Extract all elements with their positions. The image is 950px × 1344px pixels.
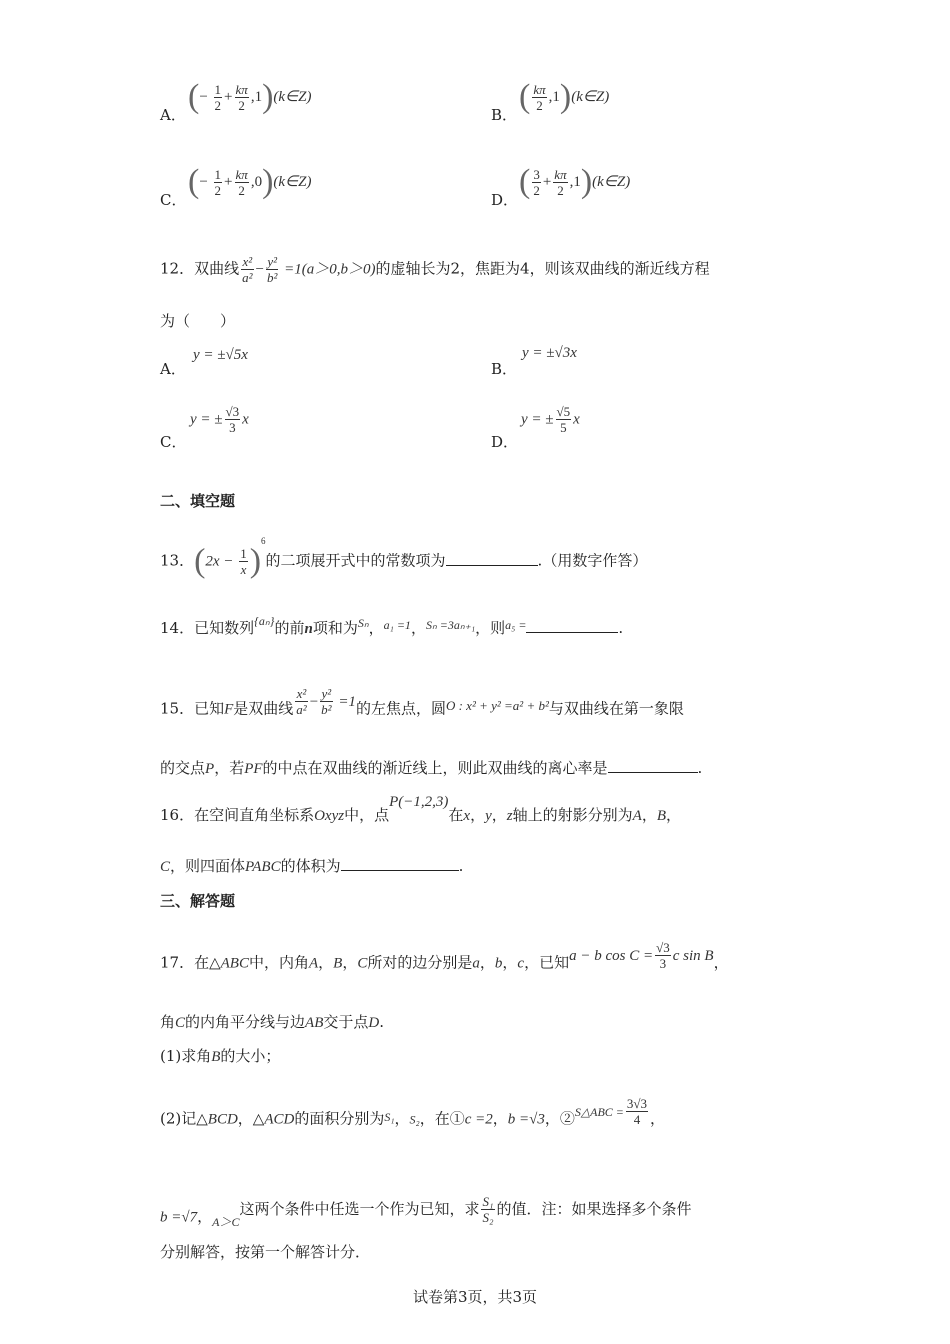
q17-line2: 角C的内角平分线与边AB交于点D. <box>160 1013 385 1031</box>
q13: 13．(2x − $\frac{1}{x}$ )$^6$的二项展开式中的常数项为 .（用数字作答） <box>160 535 648 580</box>
q14: 14．已知数列$^{\{a_n\}}$的前n项和为$^{S_n}$，$^{a_1 =1}$，$^{S_n =3a_{n+1}}$，则$^{a_5 =}$ . <box>160 614 624 637</box>
q17-part1: (1)求角B的大小； <box>160 1047 281 1065</box>
q17-line5: 分别解答，按第一个解答计分． <box>160 1243 371 1261</box>
q12-option-d-expr: y = ± $\frac{√5}{5}$ x <box>521 404 580 435</box>
q12-stem: 12．双曲线 $\frac{\text{x²}}{\text{a²}}$ − $\frac{\text{y²}}{\text{b²}}$ =1(a＞0,b＞0)的虚轴长为2，焦距为4，则该双曲线的渐近线方程 <box>160 254 710 285</box>
q12-option-c-label: C． <box>160 433 187 451</box>
q17-part2: (2)记△BCD，△ACD的面积分别为$^{S_1}$，S₂，在①c =2，b =√3，②$^{S\triangle ABC =}$ $\frac{3√3}{4}$ ， <box>160 1096 666 1128</box>
q11-option-b-label: B． <box>491 106 518 124</box>
q15-line1: 15．已知F是双曲线 $\frac{\text{x²}}{\text{a²}}$ − $\frac{\text{y²}}{\text{b²}}$ =1的左焦点，圆O : x² + y² =a² + b²与双曲线在第一象限 <box>160 686 684 718</box>
q11-option-b-expr: ( $\frac{k\pi}{2}$ ,1)(k∈Z) <box>519 78 610 115</box>
q15-line2: 的交点P，若PF的中点在双曲线的渐近线上，则此双曲线的离心率是 . <box>160 759 703 777</box>
q12-stem-end: 为（ ） <box>160 312 236 330</box>
q11-option-c-label: C． <box>160 191 187 209</box>
q11-option-c-expr: (− $\frac{1}{2}$ + $\frac{k\pi}{2}$ ,0)(k∈Z) <box>188 163 312 200</box>
q11-option-d-expr: ( $\frac{3}{2}$ + $\frac{k\pi}{2}$ ,1)(k∈Z) <box>519 163 631 200</box>
page-footer: 试卷第3页，共3页 <box>412 1288 538 1306</box>
q12-option-d-label: D． <box>491 433 519 451</box>
q11-option-a-expr: (− $\frac{1}{2}$ + $\frac{k\pi}{2}$ ,1)(k∈Z) <box>188 78 312 115</box>
q12-option-a-label: A． <box>160 360 186 378</box>
q17-line1: 17．在△ABC中，内角A，B，C所对的边分别是a，b，c，已知a − b cos C = $\frac{√3}{3}$ c sin B， <box>160 940 729 972</box>
q16-line1: 16．在空间直角坐标系Oxyz中，点P(−1,2,3)在x，y，z轴上的射影分别为A，B， <box>160 794 682 824</box>
q16-line2: C，则四面体PABC的体积为 . <box>160 857 464 875</box>
q12-option-b-label: B． <box>491 360 518 378</box>
q12-option-b-expr: y = ±√3x <box>522 345 577 361</box>
q17-line4: b =√7，$_{A>C}$这两个条件中任选一个作为已知，求 $\frac{\text{S₁}}{\text{S₂}}$ 的值．注：如果选择多个条件 <box>160 1194 692 1229</box>
q11-option-a-label: A． <box>160 106 186 124</box>
section-fill-in: 二、填空题 <box>160 492 236 510</box>
q12-option-a-expr: y = ±√5x <box>193 347 248 363</box>
section-answer: 三、解答题 <box>160 892 236 910</box>
q12-option-c-expr: y = ± $\frac{√3}{3}$ x <box>190 404 249 435</box>
q11-option-d-label: D． <box>491 191 519 209</box>
